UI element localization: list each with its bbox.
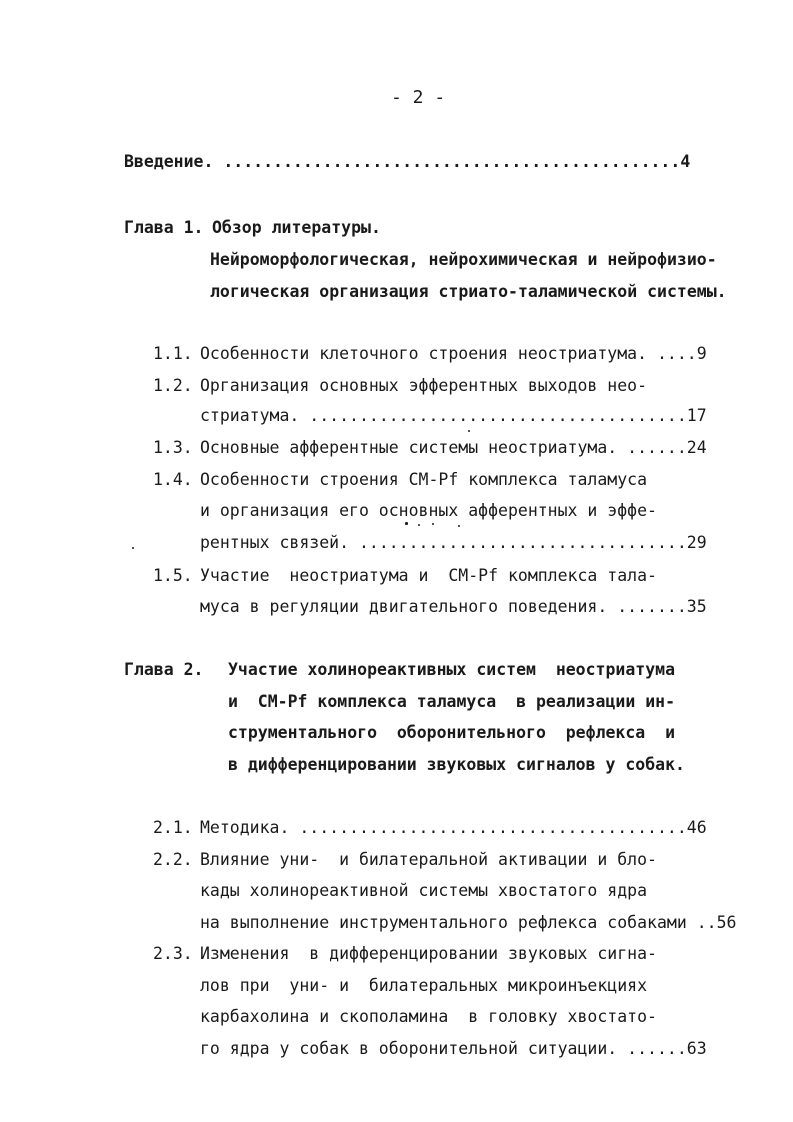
scan-speck xyxy=(468,430,470,432)
chapter-1-heading: Глава 1. xyxy=(124,218,204,237)
dot-leader: .... xyxy=(656,344,697,363)
dot-leader: .............................................. xyxy=(223,152,681,171)
scan-speck xyxy=(432,523,434,525)
entry-page-number: 24 xyxy=(686,438,707,457)
dot-leader: ....... xyxy=(617,597,687,616)
section-title-line xyxy=(200,818,707,838)
entry-page-number: 46 xyxy=(686,818,707,837)
dot-leader: ...... xyxy=(627,1039,687,1058)
dot-leader: ....................................... xyxy=(299,818,687,837)
section-title-line: карбахолина и скополамина в головку хвостато- xyxy=(200,1007,657,1026)
dot-leader: ...................................... xyxy=(309,406,687,425)
section-title-line xyxy=(200,406,707,426)
chapter-2-title-line: Участие холинореактивных систем неостриатума xyxy=(228,660,676,679)
dot-leader: ................................. xyxy=(358,533,687,552)
entry-title: на выполнение инструментального рефлекса собаками xyxy=(200,913,697,932)
section-title-line: Особенности строения СМ-Pf комплекса таламуса xyxy=(200,470,648,489)
section-number: 1.4. xyxy=(153,470,193,489)
entry-title: рентных связей. xyxy=(200,533,359,552)
section-title-line: Влияние уни- и билатеральной активации и бло- xyxy=(200,850,657,869)
section-title-line: и организация его основных афферентных и эффе- xyxy=(200,501,657,520)
section-number: 2.3. xyxy=(153,944,193,963)
dot-leader: .. xyxy=(696,913,717,932)
section-title-line: Организация основных эфферентных выходов нео- xyxy=(200,376,648,395)
scan-speck xyxy=(405,522,408,525)
entry-page-number: 35 xyxy=(686,597,707,616)
toc-intro xyxy=(124,152,690,172)
section-number: 2.1. xyxy=(153,818,193,837)
section-number: 1.1. xyxy=(153,344,193,363)
section-number: 1.2. xyxy=(153,376,193,395)
entry-page-number: 63 xyxy=(686,1039,707,1058)
scan-speck xyxy=(418,524,420,526)
entry-page-number: 56 xyxy=(716,913,737,932)
section-number: 1.3. xyxy=(153,438,193,457)
section-title-line xyxy=(200,438,707,458)
entry-title: Методика. xyxy=(200,818,300,837)
entry-title: стриатума. xyxy=(200,406,310,425)
chapter-1-title-line: Нейроморфологическая, нейрохимическая и нейрофизио- xyxy=(210,250,717,269)
chapter-2-title-line: и СМ-Pf комплекса таламуса в реализации ин- xyxy=(228,692,676,711)
entry-title: Особенности клеточного строения неостриатума. xyxy=(200,344,657,363)
section-title-line: Участие неостриатума и СМ-Pf комплекса тала- xyxy=(200,566,657,585)
section-title-line: кады холинореактивной системы хвостатого ядра xyxy=(200,881,648,900)
section-number: 2.2. xyxy=(153,850,193,869)
entry-page-number: 4 xyxy=(680,152,691,171)
section-title-line: Изменения в дифференцировании звуковых сигна- xyxy=(200,944,657,963)
scan-speck xyxy=(132,547,134,549)
chapter-2-title-line: струментального оборонительного рефлекса и xyxy=(228,723,676,742)
chapter-1-title-line: Обзор литературы. xyxy=(212,218,381,237)
section-number: 1.5. xyxy=(153,566,193,585)
entry-page-number: 9 xyxy=(696,344,707,363)
dot-leader: ...... xyxy=(627,438,687,457)
entry-title: Основные афферентные системы неостриатума. xyxy=(200,438,628,457)
section-title-line xyxy=(200,913,736,933)
section-title-line xyxy=(200,344,707,364)
section-title-line xyxy=(200,597,707,617)
entry-title: Введение. xyxy=(124,152,224,171)
entry-page-number: 17 xyxy=(686,406,707,425)
section-title-line xyxy=(200,533,707,553)
section-title-line xyxy=(200,1039,707,1059)
chapter-2-heading: Глава 2. xyxy=(124,660,204,679)
chapter-2-title-line: в дифференцировании звуковых сигналов у собак. xyxy=(228,755,685,774)
section-title-line: лов при уни- и билатеральных микроинъекциях xyxy=(200,976,648,995)
entry-title: го ядра у собак в оборонительной ситуации. xyxy=(200,1039,628,1058)
entry-title: муса в регуляции двигательного поведения. xyxy=(200,597,618,616)
entry-page-number: 29 xyxy=(686,533,707,552)
chapter-1-title-line: логическая организация стриато-таламической системы. xyxy=(210,282,727,301)
page-number: - 2 - xyxy=(391,87,446,108)
scan-speck xyxy=(458,525,460,527)
